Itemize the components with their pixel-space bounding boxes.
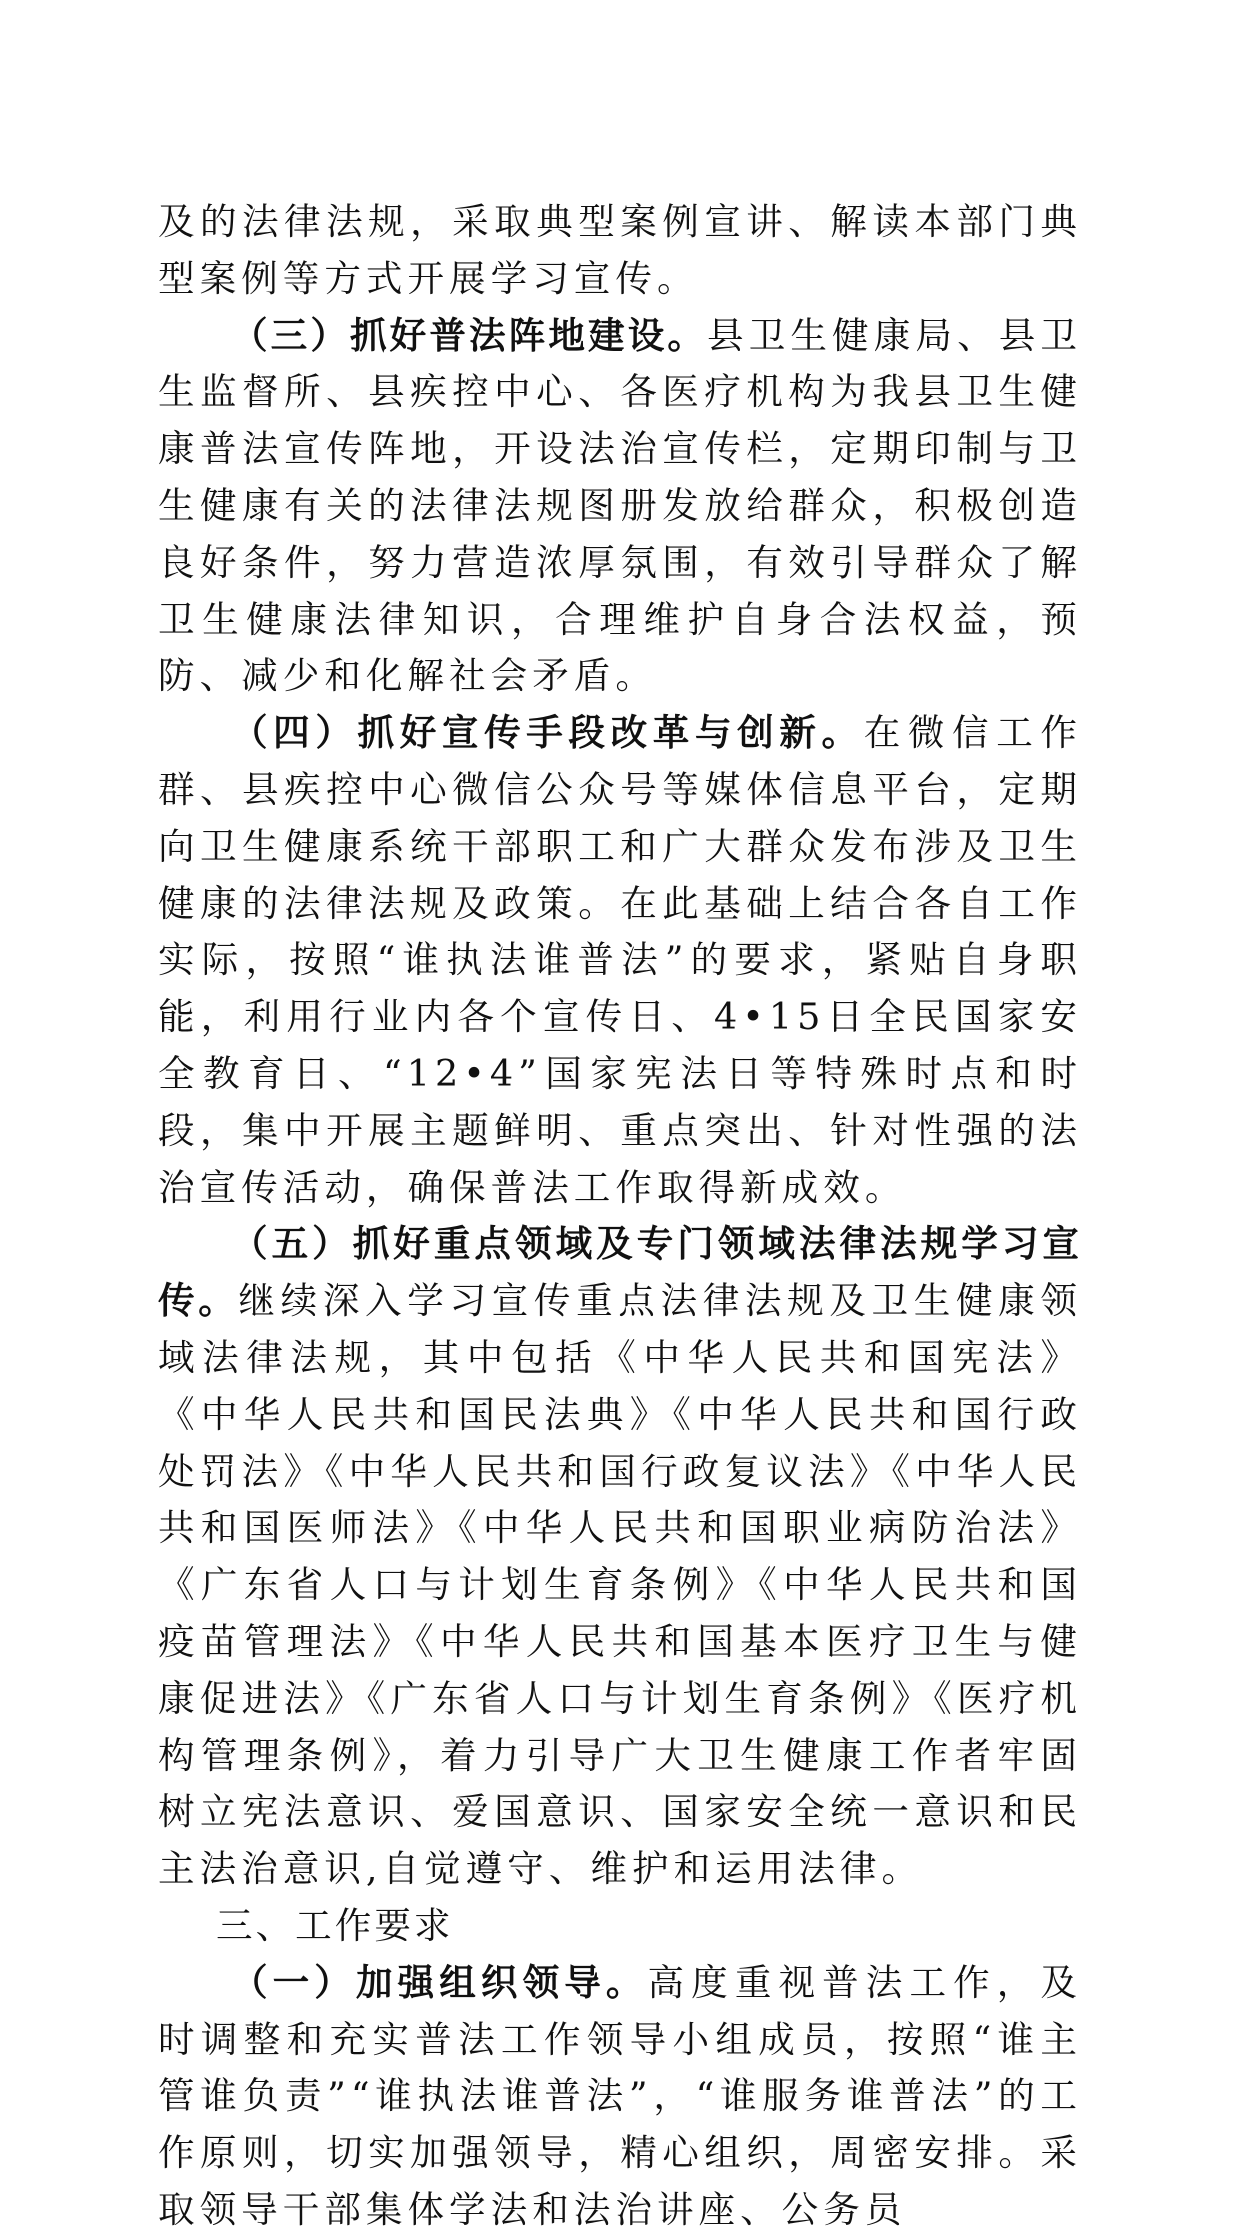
paragraph-lead: （三）抓好普法阵地建设。 xyxy=(231,313,708,357)
paragraph-lead: （四）抓好宣传手段改革与创新。 xyxy=(231,711,864,755)
section-heading: 三、工作要求 xyxy=(216,1903,454,1947)
paragraph-lead: （五）抓好重点领域及专门领域法律法规学习宣传。 xyxy=(158,1222,1082,1323)
paragraph-text: 继续深入学习宣传重点法律法规及卫生健康领域法律法规，其中包括《中华人民共和国宪法》《中华人民共和国民法典》《中华人民共和国行政处罚法》《中华人民共和国行政复议法》《中华人民共和国医师法》《中华人民共和国职业病防治法》《广东省人口与计划生育条例》《中华人民共和国疫苗管理法》《中华人民共和国基本医疗卫生与健康促进法》《广东省人口与计划生育条例》《医疗机构管理条例》，着力引导广大卫生健康工作者牢固树立宪法意识、爱国意识、国家安全统一意识和民主法治意识,自觉遵守、维护和运用法律。 xyxy=(158,1279,1082,1891)
document-page xyxy=(158,194,1082,2239)
paragraph-organization-leadership xyxy=(158,1955,1082,2239)
paragraph-text: 在微信工作群、县疾控中心微信公众号等媒体信息平台，定期向卫生健康系统干部职工和广大群众发布涉及卫生健康的法律法规及政策。在此基础上结合各自工作实际，按照“谁执法谁普法”的要求，紧贴自身职能，利用行业内各个宣传日、4•15日全民国家安全教育日、“12•4”国家宪法日等特殊时点和时段，集中开展主题鲜明、重点突出、针对性强的法治宣传活动，确保普法工作取得新成效。 xyxy=(158,711,1082,1209)
paragraph-publicity-innovation xyxy=(158,705,1082,1216)
paragraph-lead: （一）加强组织领导。 xyxy=(231,1960,648,2004)
paragraph-text: 县卫生健康局、县卫生监督所、县疾控中心、各医疗机构为我县卫生健康普法宣传阵地，开设法治宣传栏，定期印制与卫生健康有关的法律法规图册发放给群众，积极创造良好条件，努力营造浓厚氛围，有效引导群众了解卫生健康法律知识，合理维护自身合法权益，预防、减少和化解社会矛盾。 xyxy=(158,313,1082,698)
paragraph-key-laws xyxy=(158,1216,1082,1898)
paragraph-publicity-base xyxy=(158,308,1082,706)
paragraph-continuation xyxy=(158,194,1082,308)
paragraph-text: 高度重视普法工作，及时调整和充实普法工作领导小组成员，按照“谁主管谁负责”“谁执法谁普法”，“谁服务谁普法”的工作原则，切实加强领导，精心组织，周密安排。采取领导干部集体学法和法治讲座、公务员 xyxy=(158,1960,1082,2231)
paragraph-text: 及的法律法规，采取典型案例宣讲、解读本部门典型案例等方式开展学习宣传。 xyxy=(158,200,1082,300)
